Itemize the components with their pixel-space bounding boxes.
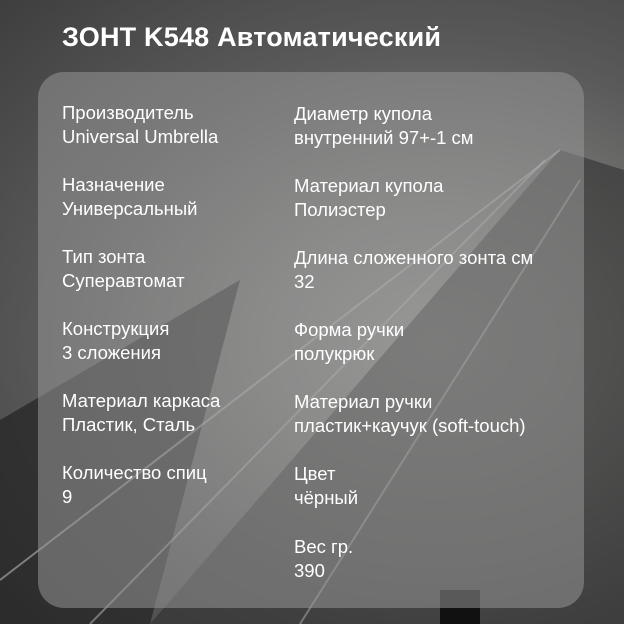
spec-type bbox=[62, 245, 185, 293]
spec-label: Диаметр купола bbox=[294, 103, 432, 124]
spec-value: полукрюк bbox=[294, 343, 375, 364]
spec-label: Назначение bbox=[62, 174, 165, 195]
spec-value: 3 сложения bbox=[62, 342, 161, 363]
spec-handle-shape bbox=[294, 318, 404, 366]
spec-purpose bbox=[62, 173, 198, 221]
spec-value: 9 bbox=[62, 486, 73, 507]
spec-value: 390 bbox=[294, 560, 325, 581]
spec-label: Материал купола bbox=[294, 175, 444, 196]
spec-label: Производитель bbox=[62, 102, 194, 123]
spec-frame-material bbox=[62, 389, 220, 437]
page-title: ЗОНТ K548 Автоматический bbox=[62, 22, 442, 52]
spec-label: Форма ручки bbox=[294, 319, 405, 340]
spec-weight bbox=[294, 535, 353, 583]
spec-color bbox=[294, 462, 358, 510]
spec-label: Вес гр. bbox=[294, 536, 354, 557]
spec-manufacturer bbox=[62, 101, 218, 149]
spec-construction bbox=[62, 317, 169, 365]
spec-value: внутренний 97+-1 см bbox=[294, 127, 474, 148]
spec-label: Конструкция bbox=[62, 318, 170, 339]
spec-label: Длина сложенного зонта см bbox=[294, 247, 534, 268]
spec-handle-material bbox=[294, 390, 526, 438]
spec-label: Материал каркаса bbox=[62, 390, 221, 411]
spec-value: чёрный bbox=[294, 487, 359, 508]
spec-value: пластик+каучук (soft-touch) bbox=[294, 415, 526, 436]
spec-label: Цвет bbox=[294, 463, 336, 484]
spec-value: Пластик, Сталь bbox=[62, 414, 196, 435]
spec-label: Тип зонта bbox=[62, 246, 146, 267]
spec-value: Суперавтомат bbox=[62, 270, 185, 291]
spec-label: Материал ручки bbox=[294, 391, 433, 412]
spec-value: 32 bbox=[294, 271, 315, 292]
spec-label: Количество спиц bbox=[62, 462, 207, 483]
spec-canopy-diameter bbox=[294, 102, 474, 150]
spec-ribs-count bbox=[62, 461, 207, 509]
spec-value: Полиэстер bbox=[294, 199, 386, 220]
spec-folded-length bbox=[294, 246, 533, 294]
spec-canopy-material bbox=[294, 174, 443, 222]
spec-value: Универсальный bbox=[62, 198, 198, 219]
spec-value: Universal Umbrella bbox=[62, 126, 219, 147]
